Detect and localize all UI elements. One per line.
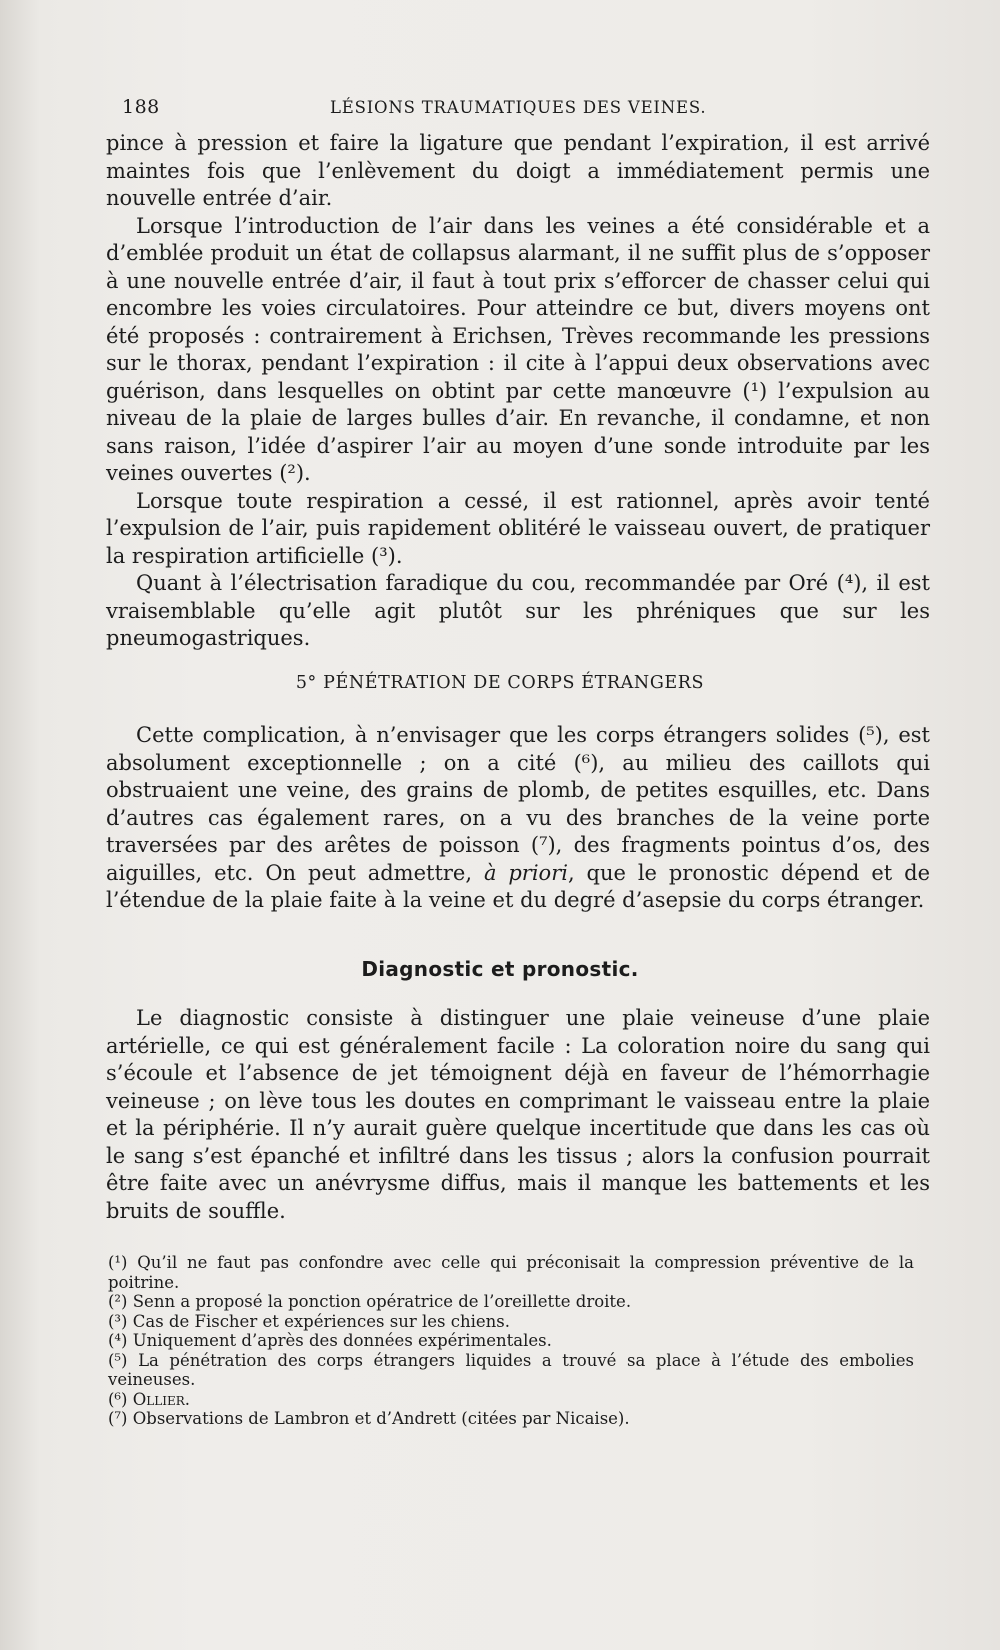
subsection-title: Diagnostic et pronostic. [361, 957, 639, 981]
section-text-block [106, 722, 930, 915]
footnote [108, 1292, 914, 1312]
footnote-text: Senn a proposé la ponction opératrice de l’oreillette droite. [132, 1292, 632, 1311]
paragraph: Lorsque l’introduction de l’air dans les veines a été considérable et a d’emblée produit un état de collapsus alarmant, il ne suffit plus de s’opposer à une nouvelle entrée d’air, il faut à tout prix s’efforcer de chasser celui qui encombre les voies circulatoires. Pour atteindre ce but, divers moyens ont été proposés : contrairement à Erichsen, Trèves recommande les pressions sur le thorax, pendant l’expiration : il cite à l’appui deux observations avec guérison, dans lesquelles on obtint par cette manœuvre (¹) l’expulsion au niveau de la plaie de larges bulles d’air. En revanche, il condamne, et non sans raison, l’idée d’aspirer l’air au moyen d’une sonde introduite par les veines ouvertes (²). [106, 213, 930, 485]
footnote [108, 1253, 914, 1292]
paragraph: Le diagnostic consiste à distinguer une plaie veineuse d’une plaie artérielle, ce qui est généralement facile : La coloration noire du sang qui s’écoule et l’absence de jet témoignent déjà en faveur de l’hémorrhagie veineuse ; on lève tous les doutes en comprimant le vaisseau entre la plaie et la périphérie. Il n’y aurait guère quelque incertitude que dans les cas où le sang s’est épanché et infiltré dans les tissus ; alors la confusion pourrait être faite avec un anévrysme diffus, mais il manque les battements et les bruits de souffle. [106, 1006, 930, 1223]
page-number: 188 [122, 96, 160, 118]
footnote-mark: (⁷) [108, 1409, 128, 1428]
footnote-text: Cas de Fischer et expériences sur les chiens. [132, 1311, 510, 1331]
footnote-mark: (¹) [108, 1253, 128, 1272]
footnote-mark: (⁴) [108, 1331, 128, 1350]
footnote-mark: (⁶) [108, 1389, 128, 1409]
footnote-mark: (³) [108, 1311, 128, 1331]
footnote-text: Ollier. [132, 1389, 190, 1409]
running-head: LÉSIONS TRAUMATIQUES DES VEINES. [330, 98, 707, 117]
paragraph: pince à pression et faire la ligature que pendant l’expiration, il est arrivé maintes fois que l’enlèvement du doigt a immédiatement permis une nouvelle entrée d’air. [106, 131, 930, 210]
paragraph-text: , que le pronostic dépend et de l’étendue de la plaie faite à la veine et du degré d’asepsie du corps étranger. [106, 860, 930, 912]
footnotes [108, 1253, 914, 1429]
top-text-block [106, 130, 930, 653]
italic-phrase: à priori [483, 860, 568, 885]
footnote [108, 1331, 914, 1351]
footnote-text: Uniquement d’après des données expérimentales. [132, 1331, 552, 1350]
footnote [108, 1312, 914, 1332]
footnote [108, 1409, 914, 1429]
section-title: 5° PÉNÉTRATION DE CORPS ÉTRANGERS [295, 673, 705, 693]
footnote-mark: (²) [108, 1292, 128, 1311]
paragraph: Quant à l’électrisation faradique du cou, recommandée par Oré (⁴), il est vraisemblable qu’elle agit plutôt sur les phréniques que sur les pneumogastriques. [106, 571, 930, 650]
diagnostic-text-block [106, 1005, 930, 1225]
footnote [108, 1351, 914, 1390]
footnote [108, 1390, 914, 1410]
footnote-text: Observations de Lambron et d’Andrett (citées par Nicaise). [132, 1409, 630, 1428]
paragraph: Lorsque toute respiration a cessé, il est rationnel, après avoir tenté l’expulsion de l’air, puis rapidement oblitéré le vaisseau ouvert, de pratiquer la respiration artificielle (³). [106, 488, 930, 568]
paragraph [106, 722, 930, 915]
footnote-mark: (⁵) [108, 1350, 128, 1370]
footnote-text: La pénétration des corps étrangers liquides a trouvé sa place à l’étude des embolies veineuses. [108, 1350, 914, 1389]
paragraph-text: Cette complication, à n’envisager que les corps étrangers solides (⁵), est absolument exceptionnelle ; on a cité (⁶), au milieu des caillots qui obstruaient une veine, des grains de plomb, de petites esquilles, etc. Dans d’autres cas également rares, on a vu des branches de la veine porte traversées par des arêtes de poisson (⁷), des fragments pointus d’os, des aiguilles, etc. On peut admettre, [106, 723, 930, 885]
footnote-text: Qu’il ne faut pas confondre avec celle qui préconisait la compression préventive de la poitrine. [108, 1253, 914, 1292]
